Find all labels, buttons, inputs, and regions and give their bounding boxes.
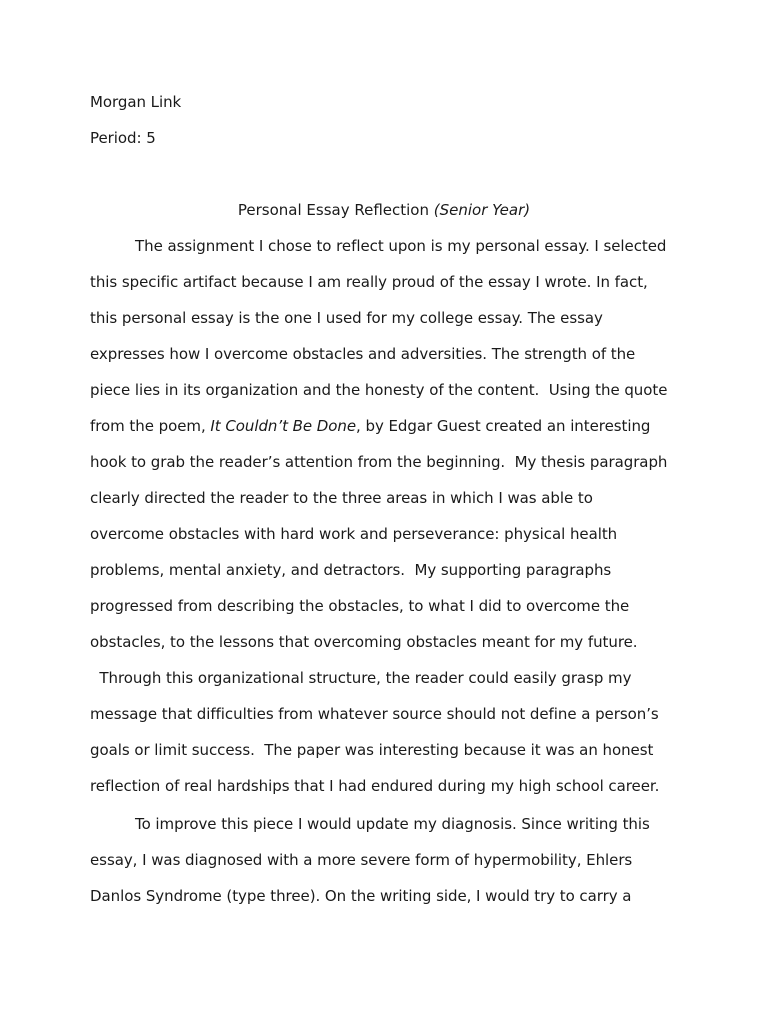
essay-title-main: Personal Essay Reflection bbox=[237, 201, 434, 219]
body-line-6-start: from the poem, bbox=[90, 417, 211, 435]
body-line-7: hook to grab the reader’s attention from the beginning. My thesis paragraph bbox=[90, 453, 668, 471]
body-line-17: To improve this piece I would update my diagnosis. Since writing this bbox=[135, 815, 650, 833]
essay-title-sub: (Senior Year) bbox=[433, 201, 531, 219]
body-line-13: Through this organizational structure, the reader could easily grasp my bbox=[90, 669, 632, 687]
class-period: Period: 5 bbox=[90, 129, 156, 147]
poem-title: It Couldn’t Be Done bbox=[210, 417, 357, 435]
body-line-15: goals or limit success. The paper was interesting because it was an honest bbox=[90, 741, 654, 759]
body-line-4: expresses how I overcome obstacles and adversities. The strength of the bbox=[90, 345, 636, 363]
essay-title bbox=[0, 200, 768, 220]
body-line-6-end: , by Edgar Guest created an interesting bbox=[356, 417, 651, 435]
author-name: Morgan Link bbox=[90, 93, 182, 111]
body-line-12: obstacles, to the lessons that overcoming obstacles meant for my future. bbox=[90, 633, 638, 651]
body-line-10: problems, mental anxiety, and detractors. My supporting paragraphs bbox=[90, 561, 612, 579]
body-line-2: this specific artifact because I am really proud of the essay I wrote. In fact, bbox=[90, 273, 648, 291]
body-line-16: reflection of real hardships that I had endured during my high school career. bbox=[90, 777, 660, 795]
body-line-18: essay, I was diagnosed with a more severe form of hypermobility, Ehlers bbox=[90, 851, 633, 869]
body-line-1: The assignment I chose to reflect upon is my personal essay. I selected bbox=[135, 237, 667, 255]
body-line-11: progressed from describing the obstacles, to what I did to overcome the bbox=[90, 597, 630, 615]
body-line-19: Danlos Syndrome (type three). On the writing side, I would try to carry a bbox=[90, 887, 632, 905]
body-line-8: clearly directed the reader to the three areas in which I was able to bbox=[90, 489, 593, 507]
body-line-6 bbox=[90, 416, 650, 436]
body-line-3: this personal essay is the one I used for my college essay. The essay bbox=[90, 309, 603, 327]
body-line-9: overcome obstacles with hard work and perseverance: physical health bbox=[90, 525, 618, 543]
body-line-5: piece lies in its organization and the honesty of the content. Using the quote bbox=[90, 381, 668, 399]
body-line-14: message that difficulties from whatever source should not define a person’s bbox=[90, 705, 659, 723]
